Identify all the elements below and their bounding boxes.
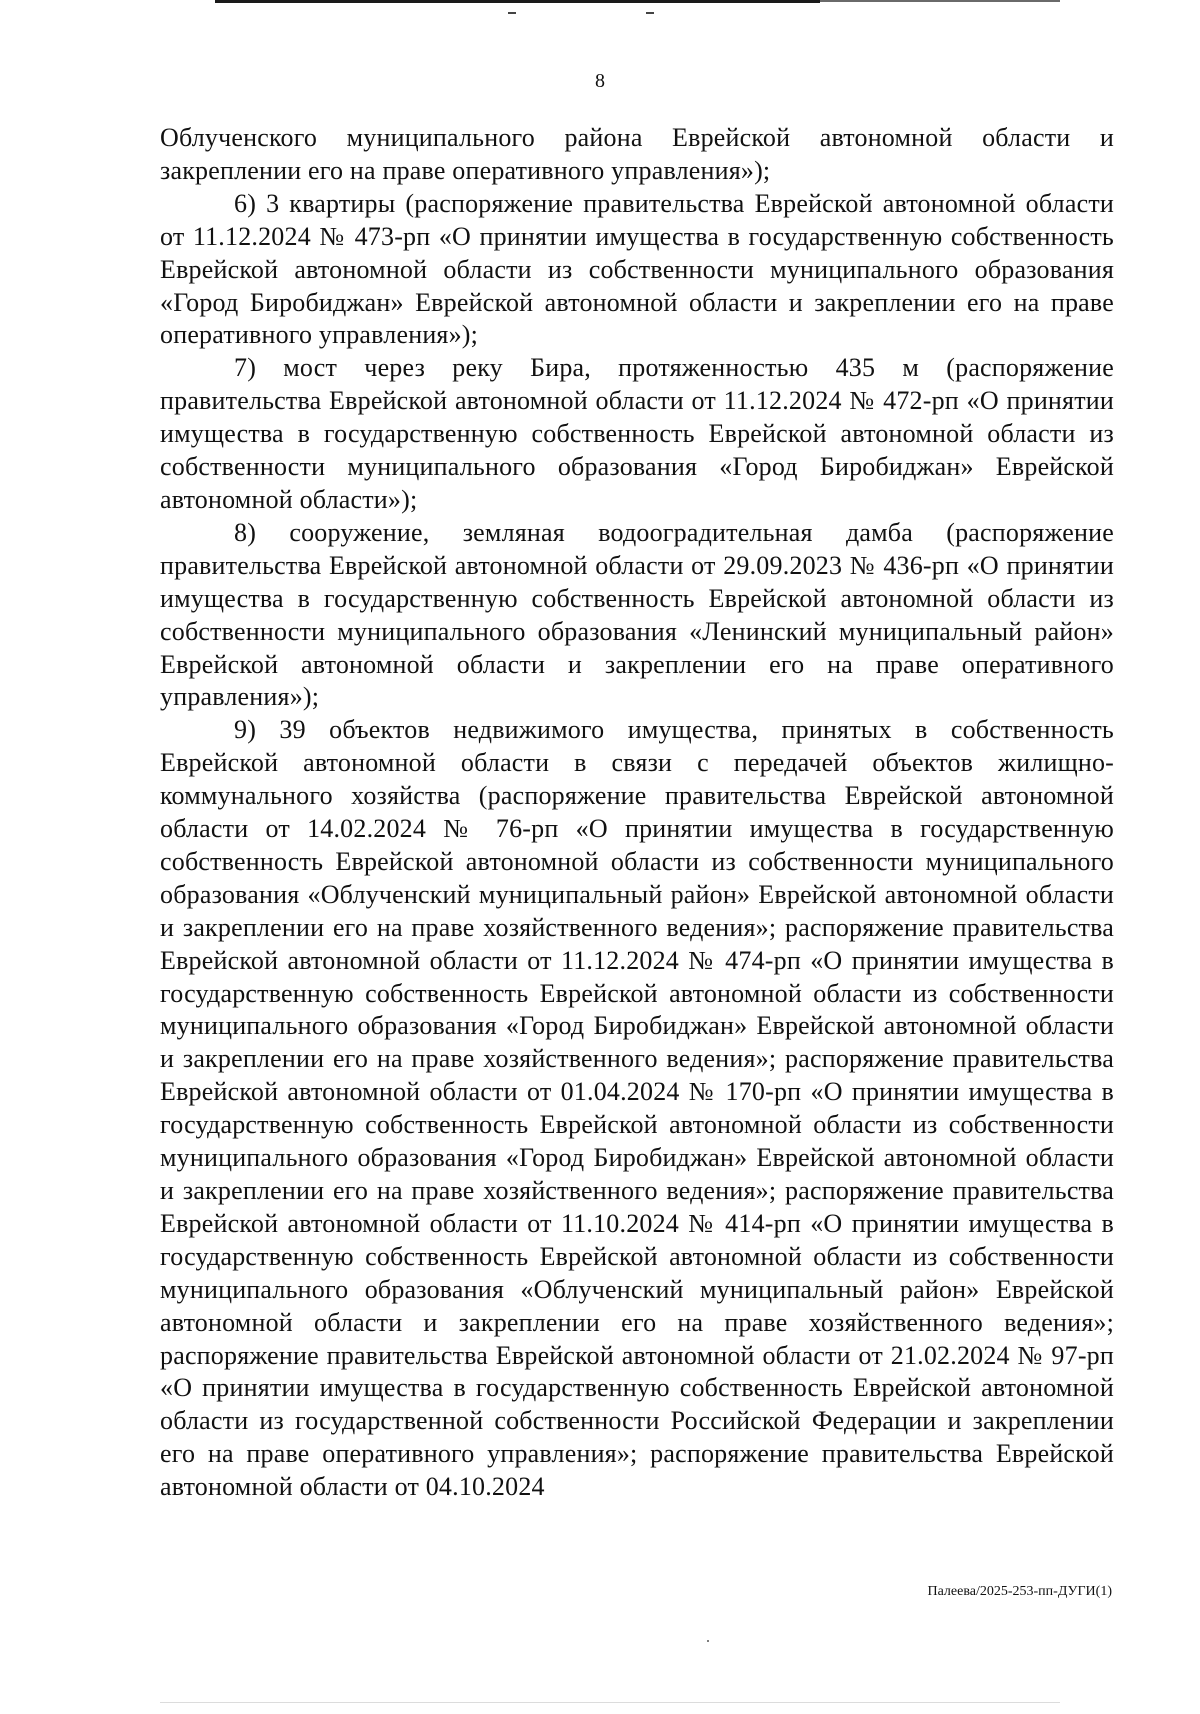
scan-speck: [707, 1640, 709, 1642]
scan-top-edge: [215, 0, 820, 3]
paragraph-item-8: 8) сооружение, земляная водооградительная дамба (распоряжение правительства Еврейской автономной области от 29.09.2023 № 436-рп «О принятии имущества в государственную собственность Еврейской автономной области из собственности муниципального образования «Ленинский муниципальный район» Еврейской автономной области и закреплении его на праве оперативного управления»);: [160, 517, 1114, 712]
scan-mark: [508, 12, 516, 14]
paragraph-item-6: 6) 3 квартиры (распоряжение правительства Еврейской автономной области от 11.12.2024 № 473-рп «О принятии имущества в государственную собственность Еврейской автономной области из собственности муниципального образования «Город Биробиджан» Еврейской автономной области и закреплении его на праве оперативного управления»);: [160, 188, 1114, 350]
paragraph-item-9: 9) 39 объектов недвижимого имущества, принятых в собственность Еврейской автономной области в связи с передачей объектов жилищно-коммунального хозяйства (распоряжение правительства Еврейской автономной области от 14.02.2024 № 76-рп «О принятии имущества в государственную собственность Еврейской автономной области из собственности муниципального образования «Облученский муниципальный район» Еврейской автономной области и закреплении его на праве хозяйственного ведения»; распоряжение правительства Еврейской автономной области от 11.12.2024 № 474-рп «О принятии имущества в государственную собственность Еврейской автономной области из собственности муниципального образования «Город Биробиджан» Еврейской автономной области и закреплении его на праве хозяйственного ведения»; распоряжение правительства Еврейской автономной области от 01.04.2024 № 170-рп «О принятии имущества в государственную собственность Еврейской автономной области из собственности муниципального образования «Город Биробиджан» Еврейской автономной области и закреплении его на праве хозяйственного ведения»; распоряжение правительства Еврейской автономной области от 11.10.2024 № 414-рп «О принятии имущества в государственную собственность Еврейской автономной области из собственности муниципального образования «Облученский муниципальный район» Еврейской автономной области и закреплении его на праве хозяйственного ведения»; распоряжение правительства Еврейской автономной области от 21.02.2024 № 97-рп «О принятии имущества в государственную собственность Еврейской автономной области из государственной собственности Российской Федерации и закреплении его на праве оперативного управления»; распоряжение правительства Еврейской автономной области от 04.10.2024: [160, 715, 1114, 1502]
scan-top-edge-faint: [820, 0, 1060, 2]
page-number: 8: [595, 70, 605, 92]
paragraph-continuation: Облученского муниципального района Еврейской автономной области и закреплении его на праве оперативного управления»);: [160, 123, 1114, 185]
scan-mark: [646, 12, 654, 14]
scan-bottom-edge: [160, 1702, 1060, 1703]
document-reference-code: Палеева/2025-253-пп-ДУГИ(1): [927, 1584, 1112, 1599]
document-body: [160, 122, 1114, 1504]
paragraph-item-7: 7) мост через реку Бира, протяженностью 435 м (распоряжение правительства Еврейской автономной области от 11.12.2024 № 472-рп «О принятии имущества в государственную собственность Еврейской автономной области из собственности муниципального образования «Город Биробиджан» Еврейской автономной области»);: [160, 353, 1114, 514]
